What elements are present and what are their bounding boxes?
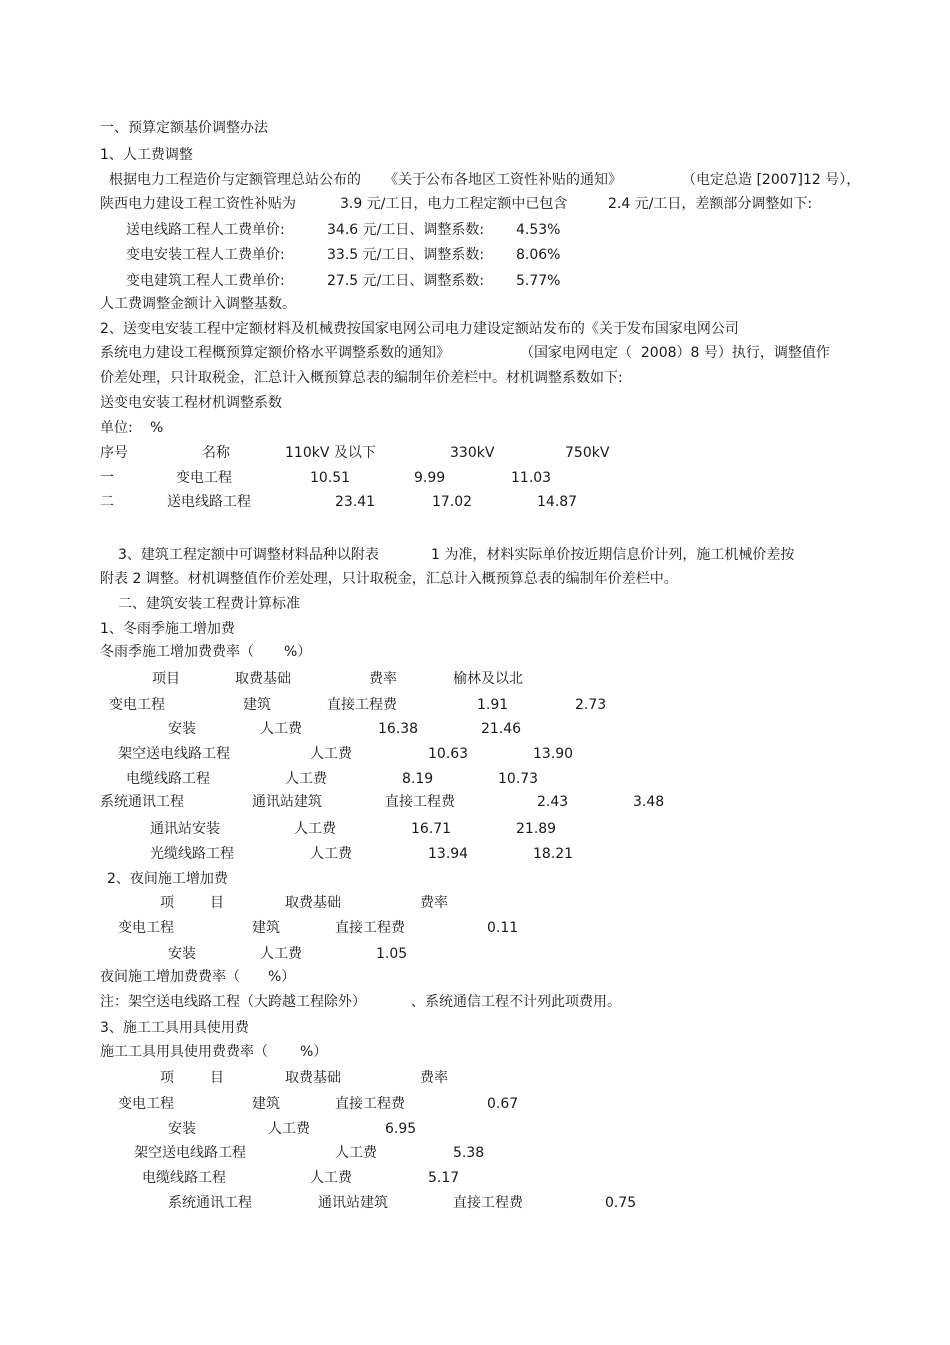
s2-2-header-cell-3: 取费基础 <box>285 895 341 911</box>
s2-1-row-4-cell-1: 电缆线路工程 <box>126 771 210 787</box>
s1-2-para-1: 2、送变电安装工程中定额材料及机械费按国家电网公司电力建设定额站发布的《关于发布国家电网公司 <box>100 321 739 337</box>
s2-heading: 二、建筑安装工程费计算标准 <box>118 596 300 612</box>
s1-1-heading: 1、人工费调整 <box>100 147 193 163</box>
s2-1-row-5-cell-4: 2.43 <box>537 794 569 810</box>
s2-1-title-cell-1: 冬雨季施工增加费费率（ <box>100 644 254 660</box>
s2-3-row-5-cell-2: 通讯站建筑 <box>318 1195 388 1211</box>
s2-3-row-5-cell-4: 0.75 <box>605 1195 637 1211</box>
s1-2-para-3: 价差处理，只计取税金，汇总计入概预算总表的编制年价差栏中。材机调整系数如下: <box>100 370 623 386</box>
s1-2-row-2-cell-3: 23.41 <box>335 494 376 510</box>
s1-2-header-cell-1: 序号 <box>100 445 128 461</box>
s1-1-row-1-cell-3: 4.53% <box>516 222 561 238</box>
s1-2-row-2-cell-5: 14.87 <box>537 494 578 510</box>
s2-3-row-1-cell-2: 建筑 <box>252 1096 280 1112</box>
s1-3-para-2: 附表 2 调整。材机调整值作价差处理，只计取税金，汇总计入概预算总表的编制年价差栏中。 <box>100 571 678 587</box>
s2-2-note-cell-2: 、系统通信工程不计列此项费用。 <box>411 994 621 1010</box>
s1-2-row-2-cell-1: 二 <box>100 494 114 510</box>
s1-1-row-1-cell-2: 34.6 元/工日、调整系数: <box>327 222 485 238</box>
s2-1-row-2-cell-3: 16.38 <box>378 721 419 737</box>
s1-2-row-1-cell-5: 11.03 <box>511 470 552 486</box>
s2-1-row-4-cell-4: 10.73 <box>498 771 539 787</box>
s2-3-header-cell-4: 费率 <box>420 1070 448 1086</box>
s2-1-row-2-cell-1: 安装 <box>168 721 196 737</box>
s2-2-title-cell-2: %） <box>268 969 296 985</box>
s2-3-heading: 3、施工工具用具使用费 <box>100 1020 249 1036</box>
s1-1-note: 人工费调整金额计入调整基数。 <box>100 296 296 312</box>
s2-3-row-4-cell-2: 人工费 <box>310 1170 352 1186</box>
s2-1-row-1-cell-2: 建筑 <box>243 697 271 713</box>
s2-1-row-6-cell-3: 16.71 <box>411 821 452 837</box>
s2-1-row-7-cell-2: 人工费 <box>310 846 352 862</box>
s2-3-row-5-cell-1: 系统通讯工程 <box>168 1195 252 1211</box>
s2-1-row-2-cell-2: 人工费 <box>260 721 302 737</box>
s1-2-row-1-cell-1: 一 <box>100 470 114 486</box>
s2-1-row-6-cell-1: 通讯站安装 <box>150 821 220 837</box>
s1-2-row-1-cell-3: 10.51 <box>310 470 351 486</box>
s1-1-row-2-cell-1: 变电安装工程人工费单价: <box>126 247 285 263</box>
s2-2-note-cell-1: 注：架空送电线路工程（大跨越工程除外） <box>100 994 366 1010</box>
s2-3-row-4-cell-3: 5.17 <box>428 1170 460 1186</box>
s2-1-header-cell-2: 取费基础 <box>235 671 291 687</box>
s1-2-row-2-cell-4: 17.02 <box>432 494 473 510</box>
s2-2-row-1-cell-4: 0.11 <box>487 920 519 936</box>
s1-2-row-1-cell-2: 变电工程 <box>176 470 232 486</box>
s2-3-row-3-cell-3: 5.38 <box>453 1145 485 1161</box>
s2-1-row-1-cell-3: 直接工程费 <box>327 697 397 713</box>
s2-1-title-cell-2: %） <box>284 644 312 660</box>
s2-3-row-4-cell-1: 电缆线路工程 <box>142 1170 226 1186</box>
s2-2-row-2-cell-2: 人工费 <box>260 946 302 962</box>
s2-2-row-1-cell-3: 直接工程费 <box>335 920 405 936</box>
s1-2-table-title: 送变电安装工程材机调整系数 <box>100 395 282 411</box>
s2-3-title-cell-1: 施工工具用具使用费费率（ <box>100 1044 268 1060</box>
s2-1-row-7-cell-4: 18.21 <box>533 846 574 862</box>
s2-1-row-7-cell-1: 光缆线路工程 <box>150 846 234 862</box>
s2-1-row-3-cell-1: 架空送电线路工程 <box>118 746 230 762</box>
s2-1-row-3-cell-3: 10.63 <box>428 746 469 762</box>
s2-3-header-cell-1: 项 <box>160 1070 174 1086</box>
s2-3-row-1-cell-1: 变电工程 <box>118 1096 174 1112</box>
s2-1-row-6-cell-2: 人工费 <box>294 821 336 837</box>
s2-2-row-2-cell-1: 安装 <box>168 946 196 962</box>
s2-1-row-5-cell-1: 系统通讯工程 <box>100 794 184 810</box>
s1-2-header-cell-3: 110kV 及以下 <box>285 445 376 461</box>
s1-1-row-3-cell-1: 变电建筑工程人工费单价: <box>126 273 285 289</box>
s2-2-row-2-cell-3: 1.05 <box>376 946 408 962</box>
s1-2-header-cell-4: 330kV <box>450 445 495 461</box>
s2-3-row-2-cell-3: 6.95 <box>385 1121 417 1137</box>
s1-3-para-1-cell-2: 1 为准，材料实际单价按近期信息价计列，施工机械价差按 <box>431 547 795 563</box>
s2-2-header-cell-4: 费率 <box>420 895 448 911</box>
s1-1-para-2-cell-2: 3.9 元/工日，电力工程定额中已包含 <box>340 196 568 212</box>
s1-1-row-1-cell-1: 送电线路工程人工费单价: <box>126 222 285 238</box>
s2-1-row-4-cell-3: 8.19 <box>402 771 434 787</box>
s2-1-row-2-cell-4: 21.46 <box>481 721 522 737</box>
s2-3-row-3-cell-1: 架空送电线路工程 <box>134 1145 246 1161</box>
s2-1-header-cell-3: 费率 <box>369 671 397 687</box>
s1-1-row-2-cell-2: 33.5 元/工日、调整系数: <box>327 247 485 263</box>
s1-1-para-1-cell-1: 根据电力工程造价与定额管理总站公布的 <box>109 172 361 188</box>
s2-3-row-3-cell-2: 人工费 <box>335 1145 377 1161</box>
s2-1-row-3-cell-2: 人工费 <box>310 746 352 762</box>
s1-2-header-cell-2: 名称 <box>202 445 230 461</box>
s2-1-row-1-cell-5: 2.73 <box>575 697 607 713</box>
s1-2-para-2-cell-2: （国家电网电定（ 2008）8 号）执行，调整值作 <box>520 345 830 361</box>
s2-3-row-1-cell-4: 0.67 <box>487 1096 519 1112</box>
s2-1-heading: 1、冬雨季施工增加费 <box>100 621 235 637</box>
s2-1-row-1-cell-1: 变电工程 <box>109 697 165 713</box>
s2-1-header-cell-4: 榆林及以北 <box>453 671 523 687</box>
s1-2-unit-cell-2: % <box>150 420 164 436</box>
s2-2-heading: 2、夜间施工增加费 <box>107 871 228 887</box>
s1-2-row-2-cell-2: 送电线路工程 <box>167 494 251 510</box>
s2-2-row-1-cell-2: 建筑 <box>252 920 280 936</box>
s1-1-row-3-cell-2: 27.5 元/工日、调整系数: <box>327 273 485 289</box>
s2-1-row-5-cell-5: 3.48 <box>633 794 665 810</box>
s1-1-row-2-cell-3: 8.06% <box>516 247 561 263</box>
s1-1-para-2-cell-3: 2.4 元/工日，差额部分调整如下: <box>608 196 813 212</box>
s2-1-row-5-cell-3: 直接工程费 <box>385 794 455 810</box>
s2-1-row-7-cell-3: 13.94 <box>428 846 469 862</box>
s2-2-title-cell-1: 夜间施工增加费费率（ <box>100 969 240 985</box>
s2-2-row-1-cell-1: 变电工程 <box>118 920 174 936</box>
s2-3-row-1-cell-3: 直接工程费 <box>335 1096 405 1112</box>
s1-2-unit-cell-1: 单位: <box>100 420 133 436</box>
s2-1-row-6-cell-4: 21.89 <box>516 821 557 837</box>
s2-2-header-cell-2: 目 <box>210 895 224 911</box>
s2-3-header-cell-2: 目 <box>210 1070 224 1086</box>
s2-1-row-3-cell-4: 13.90 <box>533 746 574 762</box>
s1-1-para-1-cell-2: 《关于公布各地区工资性补贴的通知》 <box>384 172 622 188</box>
s1-2-para-2-cell-1: 系统电力建设工程概预算定额价格水平调整系数的通知》 <box>100 345 450 361</box>
s2-1-header-cell-1: 项目 <box>152 671 180 687</box>
s2-2-header-cell-1: 项 <box>160 895 174 911</box>
s2-3-header-cell-3: 取费基础 <box>285 1070 341 1086</box>
s1-3-para-1-cell-1: 3、建筑工程定额中可调整材料品种以附表 <box>118 547 379 563</box>
s2-1-row-1-cell-4: 1.91 <box>477 697 509 713</box>
s1-2-header-cell-5: 750kV <box>565 445 610 461</box>
s2-3-row-2-cell-1: 安装 <box>168 1121 196 1137</box>
s2-3-title-cell-2: %） <box>300 1044 328 1060</box>
s2-1-row-4-cell-2: 人工费 <box>285 771 327 787</box>
s1-1-para-1-cell-3: （电定总造 [2007]12 号）， <box>682 172 861 188</box>
s1-1-para-2-cell-1: 陕西电力建设工程工资性补贴为 <box>100 196 296 212</box>
s1-1-row-3-cell-3: 5.77% <box>516 273 561 289</box>
s2-3-row-2-cell-2: 人工费 <box>268 1121 310 1137</box>
s2-1-row-5-cell-2: 通讯站建筑 <box>252 794 322 810</box>
s1-2-row-1-cell-4: 9.99 <box>414 470 446 486</box>
s2-3-row-5-cell-3: 直接工程费 <box>453 1195 523 1211</box>
s1-heading: 一、预算定额基价调整办法 <box>100 120 268 136</box>
